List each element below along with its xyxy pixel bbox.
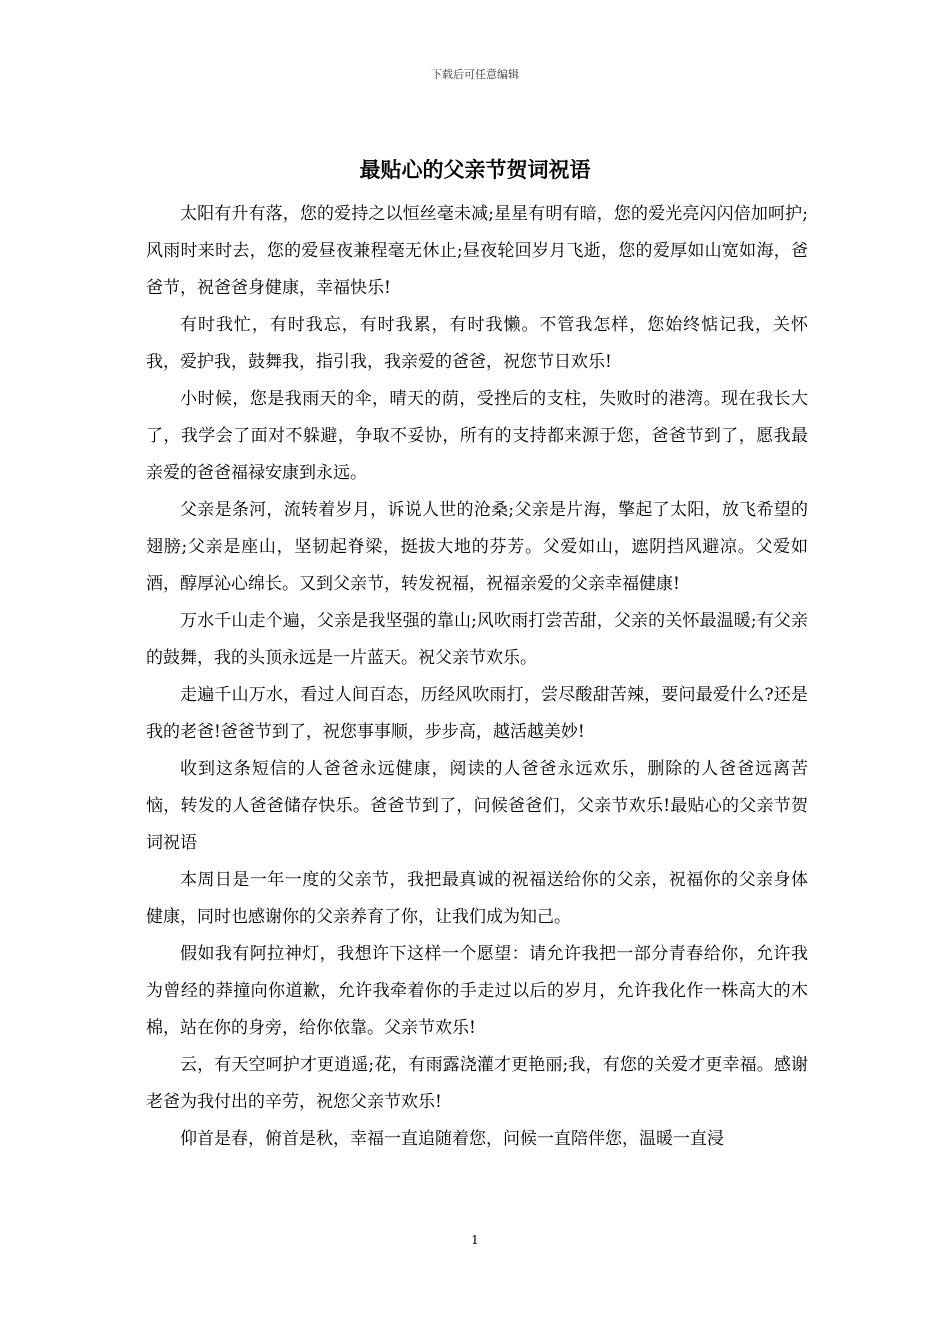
body-paragraph: 太阳有升有落，您的爱持之以恒丝毫未减;星星有明有暗，您的爱光亮闪闪倍加呵护;风雨时来时去，您的爱昼夜兼程毫无休止;昼夜轮回岁月飞逝，您的爱厚如山宽如海，爸爸节，祝爸爸身健康，幸福快乐!: [146, 204, 808, 298]
body-paragraph: 云，有天空呵护才更逍遥;花，有雨露浇灌才更艳丽;我，有您的关爱才更幸福。感谢老爸为我付出的辛劳，祝您父亲节欢乐!: [146, 1055, 808, 1112]
page-number: 1: [471, 1233, 479, 1247]
body-paragraph: 仰首是春，俯首是秋，幸福一直追随着您，问候一直陪伴您，温暖一直浸: [180, 1129, 724, 1149]
body-paragraph: 本周日是一年一度的父亲节，我把最真诚的祝福送给你的父亲，祝福你的父亲身体健康，同时也感谢你的父亲养育了你，让我们成为知己。: [146, 870, 808, 927]
body-paragraph: 假如我有阿拉神灯，我想许下这样一个愿望：请允许我把一部分青春给你，允许我为曾经的莽撞向你道歉，允许我牵着你的手走过以后的岁月，允许我化作一株高大的木棉，站在你的身旁，给你依靠。父亲节欢乐!: [146, 944, 808, 1038]
body-paragraph: 有时我忙，有时我忘，有时我累，有时我懒。不管我怎样，您始终惦记我，关怀我，爱护我，鼓舞我，指引我，我亲爱的爸爸，祝您节日欢乐!: [146, 315, 808, 372]
document-title: 最贴心的父亲节贺词祝语: [359, 157, 591, 182]
document-body: [146, 196, 808, 1158]
body-paragraph: 万水千山走个遍，父亲是我坚强的靠山;风吹雨打尝苦甜，父亲的关怀最温暖;有父亲的鼓舞，我的头顶永远是一片蓝天。祝父亲节欢乐。: [146, 611, 808, 668]
page-header-note: 下载后可任意编辑: [431, 68, 519, 81]
body-paragraph: 走遍千山万水，看过人间百态，历经风吹雨打，尝尽酸甜苦辣，要问最爱什么?还是我的老爸!爸爸节到了，祝您事事顺，步步高，越活越美妙!: [146, 685, 808, 742]
body-paragraph: 小时候，您是我雨天的伞，晴天的荫，受挫后的支柱，失败时的港湾。现在我长大了，我学会了面对不躲避，争取不妥协，所有的支持都来源于您，爸爸节到了，愿我最亲爱的爸爸福禄安康到永远。: [146, 389, 808, 483]
body-paragraph: 收到这条短信的人爸爸永远健康，阅读的人爸爸永远欢乐，删除的人爸爸远离苦恼，转发的人爸爸储存快乐。爸爸节到了，问候爸爸们，父亲节欢乐!最贴心的父亲节贺词祝语: [146, 759, 808, 853]
body-paragraph: 父亲是条河，流转着岁月，诉说人世的沧桑;父亲是片海，擎起了太阳，放飞希望的翅膀;父亲是座山，坚韧起脊梁，挺拔大地的芬芳。父爱如山，遮阴挡风避凉。父爱如酒，醇厚沁心绵长。又到父亲节，转发祝福，祝福亲爱的父亲幸福健康!: [146, 500, 808, 594]
